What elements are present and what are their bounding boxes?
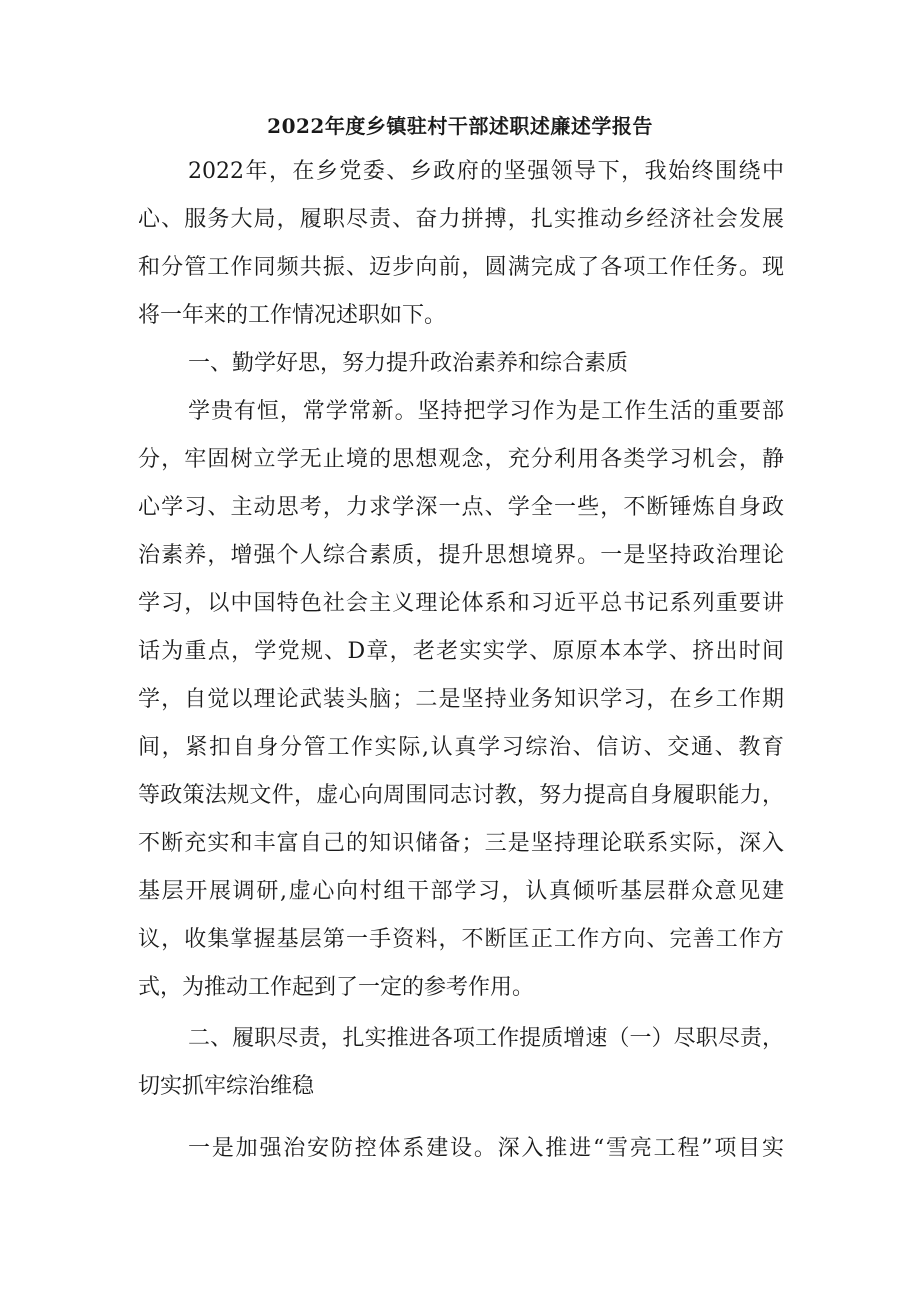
paragraph-line: 学，自觉以理论武装头脑；二是坚持业务知识学习，在乡工作期	[138, 687, 784, 712]
paragraph-line: 分，牢固树立学无止境的思想观念，充分利用各类学习机会，静	[138, 447, 784, 472]
paragraph-line: 学习，以中国特色社会主义理论体系和习近平总书记系列重要讲	[138, 591, 784, 616]
document-title: 2022年度乡镇驻村干部述职述廉述学报告	[267, 114, 653, 138]
paragraph-line: 式，为推动工作起到了一定的参考作用。	[138, 975, 535, 1000]
paragraph-line: 2022年，在乡党委、乡政府的坚强领导下，我始终围绕中	[188, 159, 784, 184]
paragraph-line: 心、服务大局，履职尽责、奋力拼搏，扎实推动乡经济社会发展	[138, 207, 784, 232]
paragraph-line: 将一年来的工作情况述职如下。	[138, 303, 447, 328]
paragraph-line: 话为重点，学党规、D章，老老实实学、原原本本学、挤出时间	[138, 639, 784, 664]
paragraph-line: 等政策法规文件，虚心向周围同志讨教，努力提高自身履职能力，	[138, 783, 784, 808]
paragraph-line: 不断充实和丰富自己的知识储备；三是坚持理论联系实际，深入	[138, 831, 784, 856]
paragraph-line: 学贵有恒，常学常新。坚持把学习作为是工作生活的重要部	[188, 399, 784, 424]
paragraph-line: 心学习、主动思考，力求学深一点、学全一些，不断锤炼自身政	[138, 495, 784, 520]
paragraph-line: 基层开展调研,虚心向村组干部学习，认真倾听基层群众意见建	[138, 879, 784, 904]
section-heading: 切实抓牢综治维稳	[138, 1074, 315, 1099]
paragraph-line: 和分管工作同频共振、迈步向前，圆满完成了各项工作任务。现	[138, 255, 784, 280]
paragraph-line: 议，收集掌握基层第一手资料，不断匡正工作方向、完善工作方	[138, 927, 784, 952]
paragraph-line: 治素养，增强个人综合素质，提升思想境界。一是坚持政治理论	[138, 543, 784, 568]
paragraph-line: 间，紧扣自身分管工作实际,认真学习综治、信访、交通、教育	[138, 735, 784, 760]
paragraph-line: 一是加强治安防控体系建设。深入推进“雪亮工程”项目实	[188, 1136, 784, 1161]
section-heading: 一、勤学好思，努力提升政治素养和综合素质	[188, 351, 629, 376]
section-heading: 二、履职尽责，扎实推进各项工作提质增速（一）尽职尽责，	[188, 1026, 784, 1051]
